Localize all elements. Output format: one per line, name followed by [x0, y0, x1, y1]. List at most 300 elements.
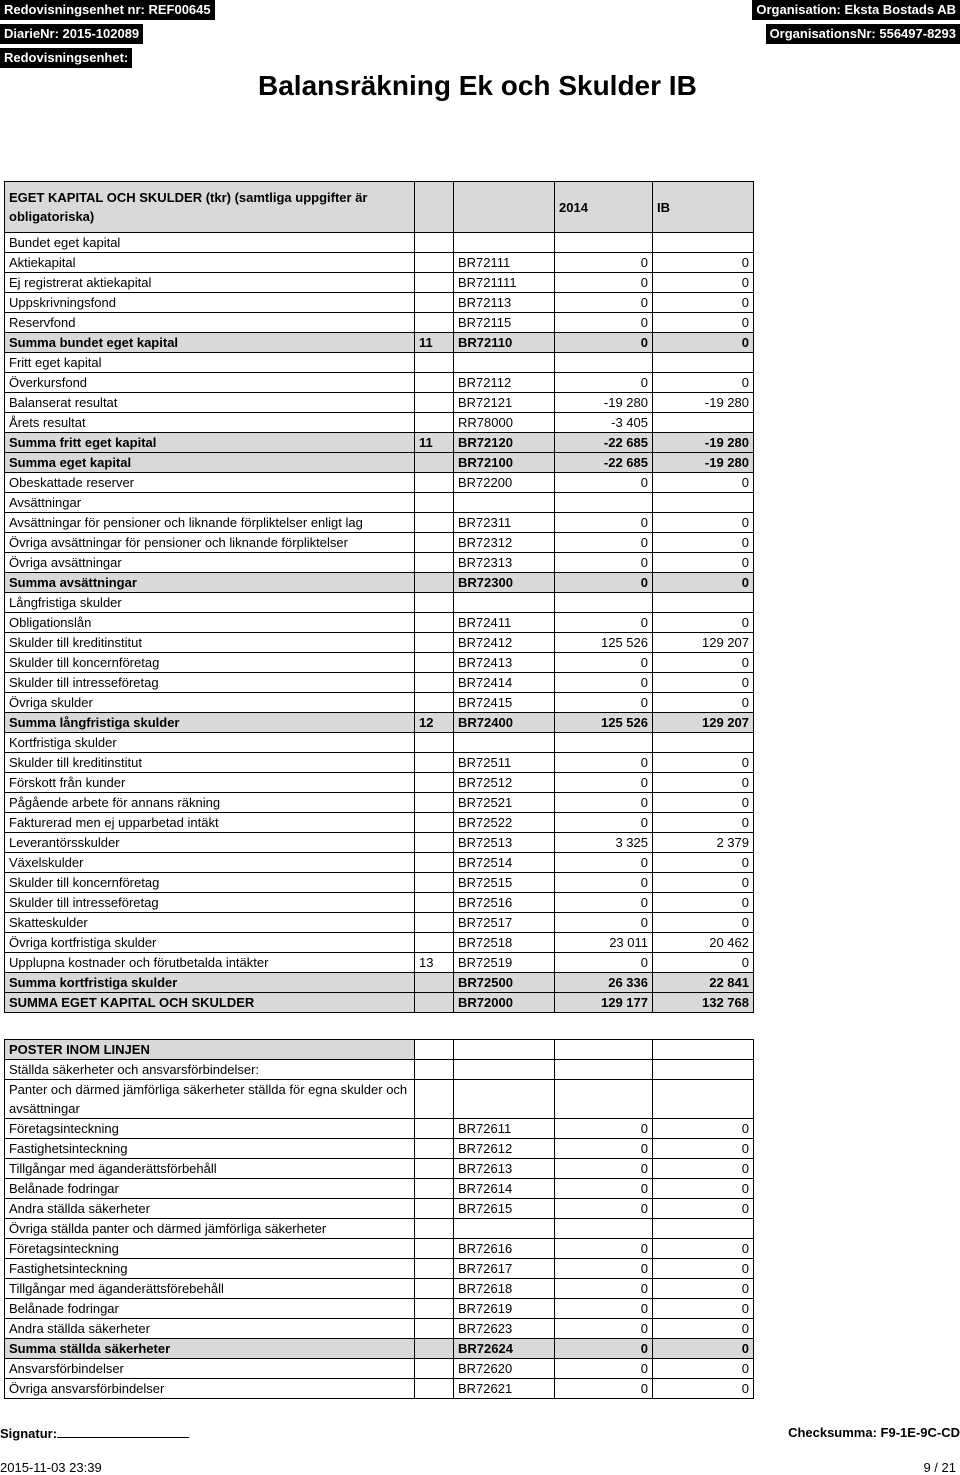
- row-code: [454, 1219, 555, 1239]
- row-value-2014: 0: [555, 953, 653, 973]
- row-value-ib: 0: [653, 1139, 754, 1159]
- table-row: [5, 1060, 754, 1080]
- row-value-2014: 129 177: [555, 993, 653, 1013]
- row-value-2014: 0: [555, 1159, 653, 1179]
- row-value-2014: 0: [555, 553, 653, 573]
- row-code: BR72111: [454, 253, 555, 273]
- table-row: [5, 753, 754, 773]
- row-code: [454, 353, 555, 373]
- row-code: BR72511: [454, 753, 555, 773]
- row-code: BR72621: [454, 1379, 555, 1399]
- row-note: [415, 453, 454, 473]
- table-row: [5, 893, 754, 913]
- row-value-ib: 0: [653, 1359, 754, 1379]
- row-code: [454, 1060, 555, 1080]
- row-note: [415, 873, 454, 893]
- row-code: BR72513: [454, 833, 555, 853]
- row-label: Summa kortfristiga skulder: [5, 973, 415, 993]
- row-label: Övriga ställda panter och därmed jämförliga säkerheter: [5, 1219, 415, 1239]
- diary-number: DiarieNr: 2015-102089: [0, 24, 143, 44]
- row-note: [415, 273, 454, 293]
- row-code: BR72412: [454, 633, 555, 653]
- table-row: [5, 913, 754, 933]
- row-value-ib: 0: [653, 573, 754, 593]
- row-code: BR72618: [454, 1279, 555, 1299]
- row-note: [415, 393, 454, 413]
- row-note: [415, 853, 454, 873]
- unit-label: Redovisningsenhet:: [0, 48, 132, 68]
- row-value-2014: 0: [555, 853, 653, 873]
- row-label: Tillgångar med äganderättsförebehåll: [5, 1279, 415, 1299]
- row-value-2014: 0: [555, 293, 653, 313]
- row-value-2014: 0: [555, 513, 653, 533]
- row-label: Överkursfond: [5, 373, 415, 393]
- row-value-ib: 0: [653, 373, 754, 393]
- table-header-ib: IB: [653, 182, 754, 233]
- row-note: [415, 253, 454, 273]
- row-label: Ansvarsförbindelser: [5, 1359, 415, 1379]
- row-label: Företagsinteckning: [5, 1119, 415, 1139]
- row-note: [415, 1060, 454, 1080]
- table-row: [5, 953, 754, 973]
- row-value-2014: 0: [555, 1139, 653, 1159]
- row-value-2014: 26 336: [555, 973, 653, 993]
- row-note: [415, 1319, 454, 1339]
- row-note: [415, 1239, 454, 1259]
- row-label: Skulder till koncernföretag: [5, 653, 415, 673]
- row-value-ib: -19 280: [653, 433, 754, 453]
- row-note: [415, 1199, 454, 1219]
- row-value-2014: 3 325: [555, 833, 653, 853]
- row-code: BR72623: [454, 1319, 555, 1339]
- row-note: [415, 733, 454, 753]
- table-row: [5, 673, 754, 693]
- row-value-2014: [555, 353, 653, 373]
- row-code: BR72517: [454, 913, 555, 933]
- row-code: BR72113: [454, 293, 555, 313]
- row-note: [415, 693, 454, 713]
- row-code: BR72415: [454, 693, 555, 713]
- row-value-ib: 132 768: [653, 993, 754, 1013]
- row-value-2014: -3 405: [555, 413, 653, 433]
- table-row: [5, 873, 754, 893]
- row-value-2014: 0: [555, 913, 653, 933]
- row-value-2014: 0: [555, 1379, 653, 1399]
- row-value-2014: 0: [555, 533, 653, 553]
- table-row: [5, 813, 754, 833]
- row-value-2014: 0: [555, 813, 653, 833]
- row-value-ib: 0: [653, 813, 754, 833]
- row-label: Fakturerad men ej upparbetad intäkt: [5, 813, 415, 833]
- row-label: Panter och därmed jämförliga säkerheter ställda för egna skulder och avsättningar: [5, 1080, 415, 1119]
- row-code: BR72413: [454, 653, 555, 673]
- row-label: Summa fritt eget kapital: [5, 433, 415, 453]
- row-note: [415, 753, 454, 773]
- checksum: Checksumma: F9-1E-9C-CD: [788, 1425, 960, 1440]
- row-value-ib: [653, 1219, 754, 1239]
- off-balance-table: [4, 1039, 754, 1399]
- row-value-ib: 0: [653, 293, 754, 313]
- row-code: BR72514: [454, 853, 555, 873]
- row-value-ib: 0: [653, 273, 754, 293]
- table-row: [5, 1279, 754, 1299]
- table-row: [5, 273, 754, 293]
- row-label: Upplupna kostnader och förutbetalda intäkter: [5, 953, 415, 973]
- row-note: [415, 653, 454, 673]
- row-value-2014: [555, 733, 653, 753]
- row-label: Leverantörsskulder: [5, 833, 415, 853]
- row-label: Skulder till koncernföretag: [5, 873, 415, 893]
- table-row: [5, 613, 754, 633]
- row-value-2014: [555, 1060, 653, 1080]
- row-value-ib: 0: [653, 693, 754, 713]
- row-value-ib: 0: [653, 913, 754, 933]
- row-value-ib: 0: [653, 533, 754, 553]
- row-value-2014: 0: [555, 1239, 653, 1259]
- row-value-ib: 0: [653, 1159, 754, 1179]
- row-value-ib: 0: [653, 333, 754, 353]
- row-note: [415, 473, 454, 493]
- row-label: Obligationslån: [5, 613, 415, 633]
- table-row: [5, 593, 754, 613]
- row-value-2014: 0: [555, 893, 653, 913]
- row-code: BR72400: [454, 713, 555, 733]
- row-value-2014: 0: [555, 1119, 653, 1139]
- row-value-ib: [653, 493, 754, 513]
- row-note: [415, 593, 454, 613]
- row-value-ib: [653, 733, 754, 753]
- row-code: BR72312: [454, 533, 555, 553]
- row-value-2014: 0: [555, 373, 653, 393]
- row-note: 13: [415, 953, 454, 973]
- row-note: [415, 1159, 454, 1179]
- row-note: [415, 413, 454, 433]
- row-value-2014: 0: [555, 753, 653, 773]
- row-code: BR72121: [454, 393, 555, 413]
- row-note: [415, 513, 454, 533]
- row-note: [415, 353, 454, 373]
- row-value-2014: 0: [555, 1179, 653, 1199]
- row-note: [415, 973, 454, 993]
- row-note: [415, 813, 454, 833]
- table-row: [5, 293, 754, 313]
- row-value-2014: 0: [555, 673, 653, 693]
- row-label: Pågående arbete för annans räkning: [5, 793, 415, 813]
- row-value-2014: 0: [555, 573, 653, 593]
- table-row: [5, 1179, 754, 1199]
- row-code: BR72619: [454, 1299, 555, 1319]
- row-value-2014: 0: [555, 1279, 653, 1299]
- row-label: Långfristiga skulder: [5, 593, 415, 613]
- table-row: [5, 993, 754, 1013]
- row-label: Skulder till kreditinstitut: [5, 753, 415, 773]
- row-value-ib: [653, 353, 754, 373]
- row-value-ib: 0: [653, 313, 754, 333]
- row-note: [415, 833, 454, 853]
- row-code: BR72620: [454, 1359, 555, 1379]
- row-code: BR72518: [454, 933, 555, 953]
- row-label: Fastighetsinteckning: [5, 1259, 415, 1279]
- row-code: RR78000: [454, 413, 555, 433]
- row-code: BR72516: [454, 893, 555, 913]
- off-balance-header-row: [5, 1040, 754, 1060]
- row-label: Skulder till intresseföretag: [5, 893, 415, 913]
- row-code: [454, 733, 555, 753]
- row-label: Ej registrerat aktiekapital: [5, 273, 415, 293]
- row-label: Summa långfristiga skulder: [5, 713, 415, 733]
- row-value-ib: 129 207: [653, 713, 754, 733]
- row-label: Fritt eget kapital: [5, 353, 415, 373]
- row-label: Reservfond: [5, 313, 415, 333]
- row-value-2014: 0: [555, 473, 653, 493]
- row-value-ib: 2 379: [653, 833, 754, 853]
- table-row: [5, 1159, 754, 1179]
- table-header-year: 2014: [555, 182, 653, 233]
- row-value-2014: [555, 493, 653, 513]
- row-note: [415, 793, 454, 813]
- row-code: BR72521: [454, 793, 555, 813]
- row-value-ib: [653, 593, 754, 613]
- row-value-ib: 0: [653, 473, 754, 493]
- table-row: [5, 233, 754, 253]
- row-value-ib: 0: [653, 1239, 754, 1259]
- row-label: Andra ställda säkerheter: [5, 1199, 415, 1219]
- table-header-note: [415, 182, 454, 233]
- row-label: Skulder till kreditinstitut: [5, 633, 415, 653]
- row-label: Övriga avsättningar: [5, 553, 415, 573]
- table-row: [5, 1299, 754, 1319]
- row-label: Andra ställda säkerheter: [5, 1319, 415, 1339]
- row-code: [454, 1080, 555, 1119]
- row-code: BR72624: [454, 1339, 555, 1359]
- row-value-ib: 0: [653, 753, 754, 773]
- row-note: [415, 613, 454, 633]
- unit-number: Redovisningsenhet nr: REF00645: [0, 0, 215, 20]
- table-row: [5, 573, 754, 593]
- row-value-2014: 0: [555, 1299, 653, 1319]
- row-note: [415, 933, 454, 953]
- row-code: BR721111: [454, 273, 555, 293]
- row-label: Företagsinteckning: [5, 1239, 415, 1259]
- row-code: BR72313: [454, 553, 555, 573]
- row-value-2014: 0: [555, 253, 653, 273]
- row-value-ib: 22 841: [653, 973, 754, 993]
- row-note: [415, 533, 454, 553]
- row-label: Uppskrivningsfond: [5, 293, 415, 313]
- table-row: [5, 1080, 754, 1119]
- row-value-ib: 0: [653, 673, 754, 693]
- row-code: BR72200: [454, 473, 555, 493]
- table-row: [5, 553, 754, 573]
- row-note: [415, 673, 454, 693]
- row-value-2014: -22 685: [555, 433, 653, 453]
- row-code: BR72615: [454, 1199, 555, 1219]
- row-code: BR72110: [454, 333, 555, 353]
- row-value-2014: [555, 1080, 653, 1119]
- row-code: BR72519: [454, 953, 555, 973]
- table-row: [5, 853, 754, 873]
- row-value-ib: 0: [653, 653, 754, 673]
- table-row: [5, 1119, 754, 1139]
- row-code: BR72414: [454, 673, 555, 693]
- row-label: Obeskattade reserver: [5, 473, 415, 493]
- table-row: [5, 533, 754, 553]
- row-label: Övriga kortfristiga skulder: [5, 933, 415, 953]
- row-note: [415, 1259, 454, 1279]
- row-code: BR72120: [454, 433, 555, 453]
- row-code: BR72613: [454, 1159, 555, 1179]
- table-row: [5, 1199, 754, 1219]
- table-row: [5, 793, 754, 813]
- row-value-ib: 0: [653, 1259, 754, 1279]
- row-value-2014: 0: [555, 1199, 653, 1219]
- row-note: [415, 1179, 454, 1199]
- row-code: BR72616: [454, 1239, 555, 1259]
- row-note: [415, 1080, 454, 1119]
- row-note: [415, 1139, 454, 1159]
- row-value-ib: 0: [653, 513, 754, 533]
- row-code: BR72112: [454, 373, 555, 393]
- row-value-ib: 0: [653, 1199, 754, 1219]
- table-row: [5, 973, 754, 993]
- row-code: [454, 493, 555, 513]
- row-note: [415, 553, 454, 573]
- row-note: [415, 1299, 454, 1319]
- row-code: BR72515: [454, 873, 555, 893]
- row-value-ib: 0: [653, 253, 754, 273]
- row-value-ib: 0: [653, 1179, 754, 1199]
- page-title: Balansräkning Ek och Skulder IB: [258, 70, 697, 101]
- table-row: [5, 833, 754, 853]
- off-balance-header: POSTER INOM LINJEN: [5, 1040, 415, 1060]
- table-row: [5, 433, 754, 453]
- row-note: 11: [415, 433, 454, 453]
- row-note: [415, 1339, 454, 1359]
- row-label: Växelskulder: [5, 853, 415, 873]
- row-label: SUMMA EGET KAPITAL OCH SKULDER: [5, 993, 415, 1013]
- table-header-row: [5, 182, 754, 233]
- row-label: Övriga ansvarsförbindelser: [5, 1379, 415, 1399]
- table-row: [5, 1339, 754, 1359]
- row-note: [415, 233, 454, 253]
- table-row: [5, 733, 754, 753]
- row-label: Övriga avsättningar för pensioner och liknande förpliktelser: [5, 533, 415, 553]
- row-label: Fastighetsinteckning: [5, 1139, 415, 1159]
- row-value-2014: 0: [555, 873, 653, 893]
- row-code: BR72411: [454, 613, 555, 633]
- row-label: Aktiekapital: [5, 253, 415, 273]
- row-label: Summa bundet eget kapital: [5, 333, 415, 353]
- table-row: [5, 353, 754, 373]
- row-label: Ställda säkerheter och ansvarsförbindelser:: [5, 1060, 415, 1080]
- row-code: BR72612: [454, 1139, 555, 1159]
- organisation-number: OrganisationsNr: 556497-8293: [766, 24, 960, 44]
- row-note: 12: [415, 713, 454, 733]
- table-row: [5, 513, 754, 533]
- row-value-ib: 0: [653, 873, 754, 893]
- row-value-2014: 23 011: [555, 933, 653, 953]
- row-code: BR72311: [454, 513, 555, 533]
- table-row: [5, 1219, 754, 1239]
- row-value-2014: 0: [555, 1359, 653, 1379]
- row-code: BR72614: [454, 1179, 555, 1199]
- row-note: [415, 1379, 454, 1399]
- table-row: [5, 453, 754, 473]
- row-label: Skulder till intresseföretag: [5, 673, 415, 693]
- row-note: [415, 313, 454, 333]
- row-note: [415, 893, 454, 913]
- row-note: [415, 1279, 454, 1299]
- row-value-2014: [555, 593, 653, 613]
- row-value-2014: 0: [555, 313, 653, 333]
- row-note: [415, 913, 454, 933]
- table-row: [5, 933, 754, 953]
- row-value-ib: 0: [653, 773, 754, 793]
- row-note: 11: [415, 333, 454, 353]
- row-label: Övriga skulder: [5, 693, 415, 713]
- table-row: [5, 693, 754, 713]
- table-row: [5, 1379, 754, 1399]
- row-note: [415, 373, 454, 393]
- row-value-ib: 0: [653, 613, 754, 633]
- row-note: [415, 293, 454, 313]
- row-code: BR72611: [454, 1119, 555, 1139]
- row-label: Belånade fodringar: [5, 1179, 415, 1199]
- row-label: Balanserat resultat: [5, 393, 415, 413]
- row-code: BR72522: [454, 813, 555, 833]
- row-value-ib: 0: [653, 1319, 754, 1339]
- row-note: [415, 493, 454, 513]
- table-row: [5, 333, 754, 353]
- table-row: [5, 493, 754, 513]
- table-row: [5, 373, 754, 393]
- row-value-2014: 0: [555, 613, 653, 633]
- row-note: [415, 1359, 454, 1379]
- row-label: Summa avsättningar: [5, 573, 415, 593]
- row-note: [415, 573, 454, 593]
- signature-label: Signatur:: [0, 1425, 189, 1441]
- row-label: Förskott från kunder: [5, 773, 415, 793]
- table-row: [5, 773, 754, 793]
- row-label: Avsättningar för pensioner och liknande förpliktelser enligt lag: [5, 513, 415, 533]
- row-label: Bundet eget kapital: [5, 233, 415, 253]
- page-number: 9 / 21: [923, 1460, 956, 1475]
- row-value-ib: [653, 1080, 754, 1119]
- row-code: BR72000: [454, 993, 555, 1013]
- table-row: [5, 633, 754, 653]
- table-row: [5, 1319, 754, 1339]
- row-note: [415, 1119, 454, 1139]
- row-value-2014: 125 526: [555, 633, 653, 653]
- row-value-2014: -22 685: [555, 453, 653, 473]
- table-row: [5, 413, 754, 433]
- row-value-ib: 0: [653, 1379, 754, 1399]
- row-value-ib: [653, 413, 754, 433]
- row-value-2014: -19 280: [555, 393, 653, 413]
- table-header-label: EGET KAPITAL OCH SKULDER (tkr) (samtliga uppgifter är obligatoriska): [5, 182, 415, 233]
- row-value-2014: 0: [555, 773, 653, 793]
- print-datetime: 2015-11-03 23:39: [0, 1460, 102, 1475]
- row-value-2014: 0: [555, 1259, 653, 1279]
- row-value-ib: -19 280: [653, 393, 754, 413]
- table-row: [5, 393, 754, 413]
- row-value-2014: 0: [555, 793, 653, 813]
- table-row: [5, 473, 754, 493]
- row-value-2014: 125 526: [555, 713, 653, 733]
- table-row: [5, 1239, 754, 1259]
- row-code: [454, 233, 555, 253]
- table-row: [5, 1259, 754, 1279]
